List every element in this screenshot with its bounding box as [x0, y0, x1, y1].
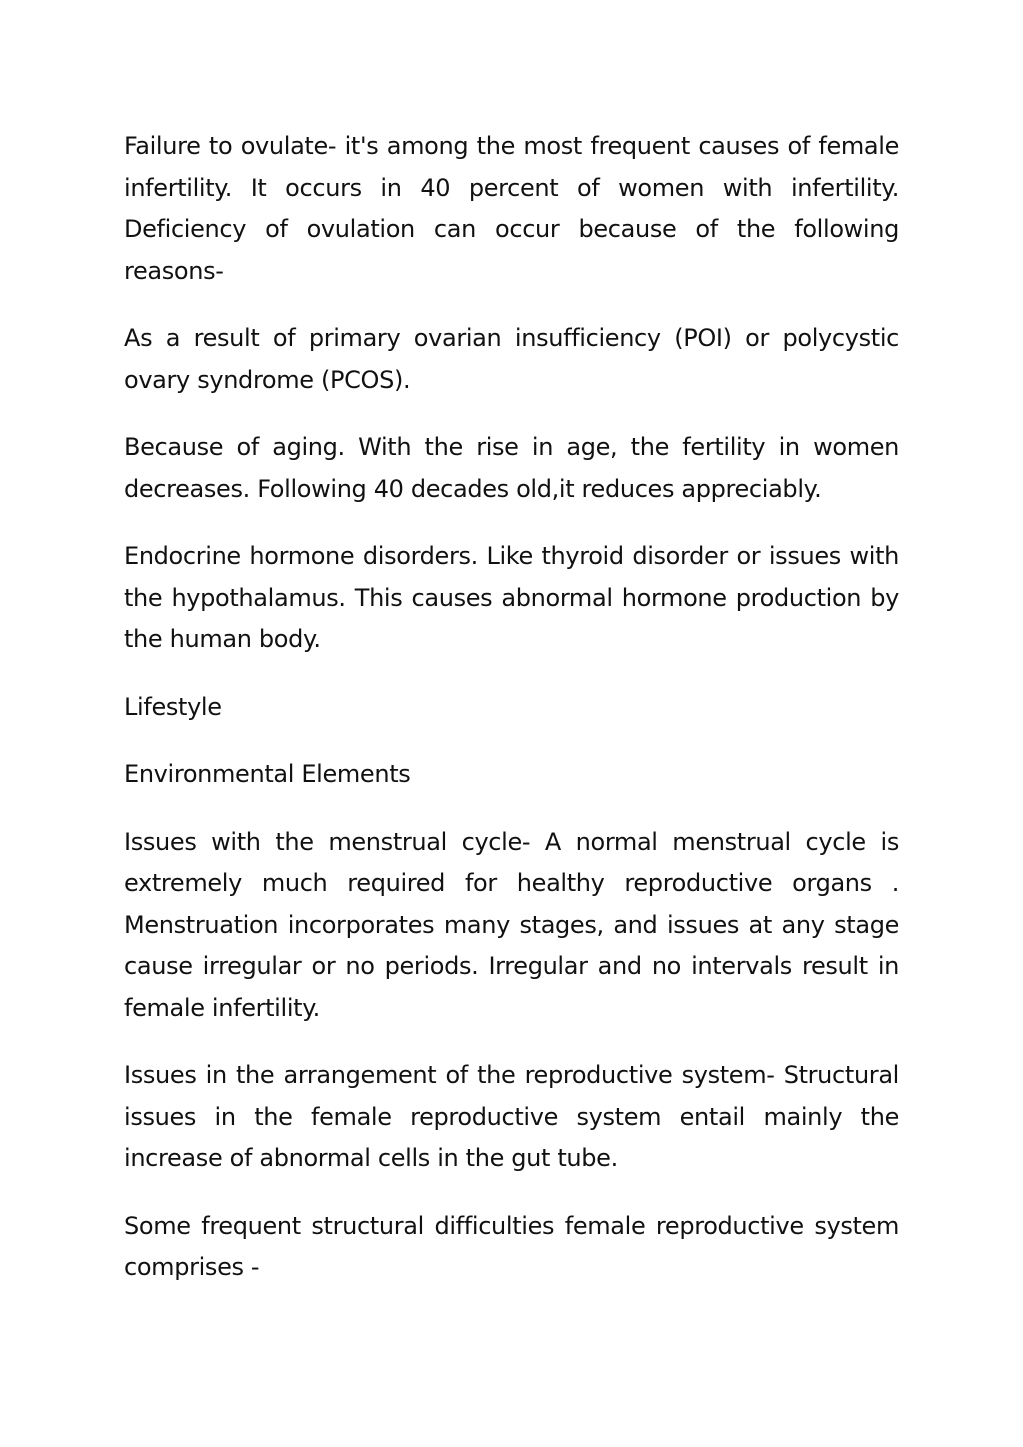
- paragraph-menstrual-cycle: Issues with the menstrual cycle- A normal menstrual cycle is extremely much required for healthy reproductive organs . Menstruation incorporates many stages, and issues at any stage cause irregular or no periods. Irregular and no intervals result in female infertility.: [124, 827, 899, 1022]
- paragraph-endocrine-disorders: Endocrine hormone disorders. Like thyroid disorder or issues with the hypothalamus. This causes abnormal hormone production by the human body.: [124, 542, 899, 653]
- paragraph-failure-to-ovulate: Failure to ovulate- it's among the most frequent causes of female infertility. It occurs in 40 percent of women with infertility. Deficiency of ovulation can occur because of the following reasons-: [124, 132, 899, 285]
- document-body: [124, 126, 899, 1315]
- paragraph-reproductive-structure: Issues in the arrangement of the reproductive system- Structural issues in the female reproductive system entail mainly the increase of abnormal cells in the gut tube.: [124, 1061, 899, 1172]
- paragraph-aging: Because of aging. With the rise in age, the fertility in women decreases. Following 40 decades old,it reduces appreciably.: [124, 433, 899, 503]
- paragraph-lifestyle: Lifestyle: [124, 692, 222, 721]
- paragraph-environmental-elements: Environmental Elements: [124, 760, 411, 788]
- paragraph-poi-pcos: As a result of primary ovarian insufficiency (POI) or polycystic ovary syndrome (PCOS).: [124, 324, 899, 394]
- paragraph-structural-difficulties: Some frequent structural difficulties female reproductive system comprises -: [124, 1211, 899, 1281]
